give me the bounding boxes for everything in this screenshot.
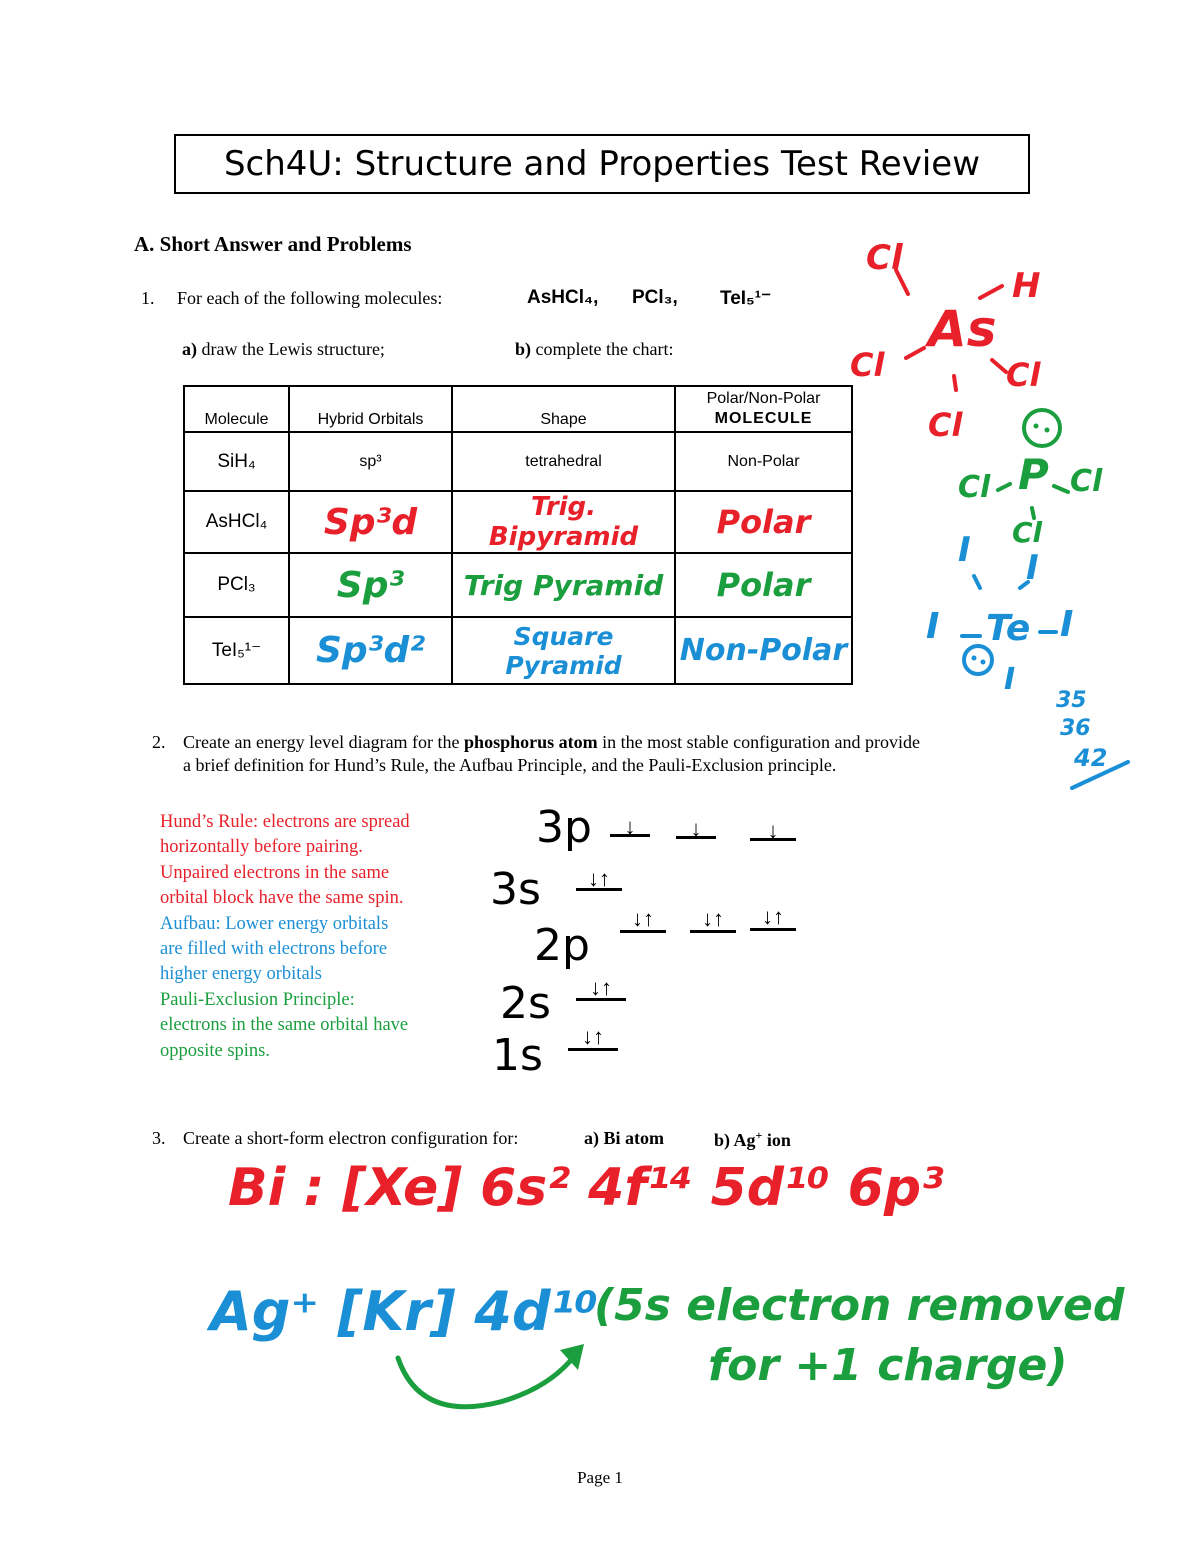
table-row [184,617,852,684]
lewis-tei5-bonds [920,560,1100,700]
level-label-1s: 1s [492,1030,543,1081]
q3-part-b [714,1128,791,1151]
hund-line: Unpaired electrons in the same [160,862,390,883]
lewis-pcl3-right: Cl [1070,464,1103,499]
header-polar-line1: Polar/Non-Polar [706,390,821,407]
q2-line2: a brief definition for Hund’s Rule, the Aufbau Principle, and the Pauli-Exclusion principle. [183,755,837,775]
q1-part-a-text: draw the Lewis structure; [201,339,385,359]
cell-molecule: TeI₅¹⁻ [184,617,289,684]
q2-text-after: in the most stable configuration and provide [597,732,921,752]
cell-polar: Polar [675,553,852,617]
cell-hybrid: Sp³d² [289,617,452,684]
orbital-3p-3: ↓ [750,824,796,841]
cell-molecule: PCl₃ [184,553,289,617]
cell-hybrid: Sp³d [289,491,452,553]
aufbau-line: higher energy orbitals [160,964,323,985]
cell-shape: Trig. Bipyramid [452,491,675,553]
header-molecule: Molecule [184,386,289,432]
q1-part-b [515,339,673,360]
molecule-ashcl4: AsHCl₄, [527,287,599,308]
lewis-count-2: 36 [1060,716,1091,741]
lewis-tei5-center: Te [986,608,1031,649]
table-row [184,432,852,491]
lewis-ashcl4-top: Cl [866,238,903,278]
level-label-3p: 3p [536,802,592,853]
hund-line: horizontally before pairing. [160,837,363,858]
lewis-count-1: 35 [1056,688,1087,713]
q1-part-a [182,339,385,360]
q2-number: 2. [152,732,166,752]
energy-level-diagram [480,790,820,1080]
lewis-tei5-left: I [926,606,940,647]
orbital-2s: ↓↑ [576,978,626,1001]
aufbau-line: Aufbau: Lower energy orbitals [160,913,389,934]
q3-text: Create a short-form electron configuration for: [183,1128,519,1148]
answer-note-line1: (5s electron removed [594,1280,1125,1331]
q2-text-before: Create an energy level diagram for the [183,732,465,752]
page-number: Page 1 [577,1468,623,1487]
q3-part-b-post: ion [762,1130,791,1150]
header-polar [675,386,852,432]
table-row [184,553,852,617]
cell-shape: Trig Pyramid [452,553,675,617]
q1-part-b-text: complete the chart: [535,339,674,359]
lewis-pcl3-bottom: Cl [1012,516,1043,549]
orbital-2p-1: ↓↑ [620,908,666,933]
level-label-2s: 2s [500,978,551,1029]
orbital-2p-3: ↓↑ [750,906,796,931]
answer-ag: Ag⁺ [Kr] 4d¹⁰ [210,1280,598,1343]
orbital-2p-2: ↓↑ [690,908,736,933]
q1-text: For each of the following molecules: [177,288,443,308]
lewis-ashcl4-left: Cl [850,346,885,384]
table-row [184,491,852,553]
definitions [160,810,410,1064]
lewis-ashcl4-right: H [1012,266,1041,306]
hund-line: orbital block have the same spin. [160,888,404,909]
lewis-ashcl4-lower-right: Cl [1006,356,1041,394]
q3-number: 3. [152,1128,166,1148]
q3-part-b-sup: + [755,1128,763,1142]
q2-text [183,732,920,753]
cell-hybrid: sp³ [289,432,452,491]
aufbau-line: are filled with electrons before [160,939,388,960]
lewis-tei5-top-left: I [958,530,971,570]
lewis-pcl3-center: P [1018,450,1049,499]
cell-polar: Non-Polar [675,617,852,684]
cell-shape: tetrahedral [452,432,675,491]
cell-molecule: AsHCl₄ [184,491,289,553]
level-label-2p: 2p [534,920,590,971]
pauli-line: electrons in the same orbital have [160,1015,409,1036]
level-label-3s: 3s [490,864,541,915]
cell-molecule: SiH₄ [184,432,289,491]
orbital-1s: ↓↑ [568,1026,618,1051]
lewis-tei5-bottom: I [1004,662,1016,697]
pauli-line: opposite spins. [160,1040,270,1061]
lewis-count-3: 42 [1074,744,1108,772]
q1-part-b-label: b) [515,339,532,359]
lewis-tei5-top-right: I [1026,548,1039,588]
orbital-3s: ↓↑ [576,870,622,891]
title-box [174,134,1030,194]
hybrid-chart [183,385,853,685]
q3-part-a: a) Bi atom [584,1128,664,1148]
page-title: Sch4U: Structure and Properties Test Review [223,144,981,184]
answer-bi: Bi : [Xe] 6s² 4f¹⁴ 5d¹⁰ 6p³ [228,1158,944,1218]
section-heading: A. Short Answer and Problems [134,232,412,256]
lewis-pcl3-left: Cl [958,470,991,505]
lewis-ashcl4-center: As [928,300,997,358]
q1-part-a-label: a) [182,339,197,359]
q2-bold: phosphorus atom [464,732,598,752]
q3-part-b-pre: b) Ag [714,1130,756,1150]
molecule-tei5: TeI₅¹⁻ [720,288,772,309]
lewis-tei5-right: I [1060,604,1074,645]
answer-arrow-icon [390,1330,610,1430]
header-polar-line2: MOLECULE [714,410,813,427]
q1-number: 1. [141,288,155,308]
cell-polar: Non-Polar [675,432,852,491]
header-shape: Shape [452,386,675,432]
lewis-ashcl4-bottom: Cl [928,406,963,444]
header-hybrid: Hybrid Orbitals [289,386,452,432]
cell-hybrid: Sp³ [289,553,452,617]
orbital-3p-2: ↓ [676,822,716,839]
molecule-pcl3: PCl₃, [632,287,678,308]
hund-line: Hund’s Rule: electrons are spread [160,812,410,832]
orbital-3p-1: ↓ [610,820,650,837]
cell-polar: Polar [675,491,852,553]
lewis-count-underline [1066,756,1136,796]
pauli-line: Pauli-Exclusion Principle: [160,989,355,1010]
answer-note-line2: for +1 charge) [708,1340,1068,1391]
cell-shape: Square Pyramid [452,617,675,684]
